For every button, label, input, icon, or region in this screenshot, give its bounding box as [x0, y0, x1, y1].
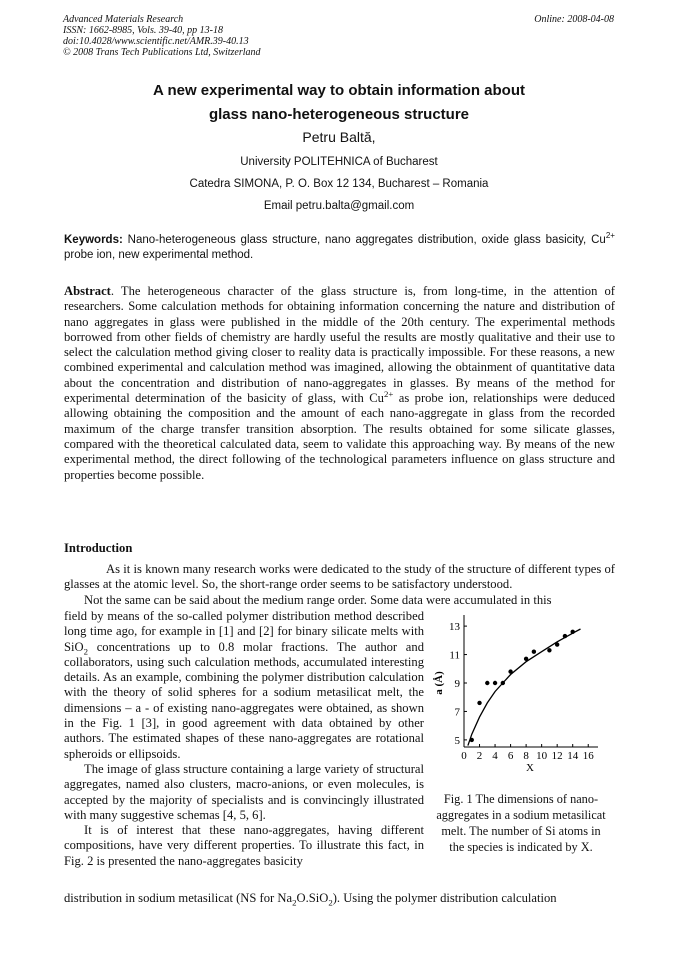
journal-metadata [63, 14, 261, 58]
title-line-1: A new experimental way to obtain information about [153, 82, 525, 99]
data-point [524, 657, 528, 661]
data-point [547, 648, 551, 652]
data-point [555, 642, 559, 646]
affiliation-university: University POLITEHNICA of Bucharest [240, 156, 438, 168]
intro-paragraph-1: As it is known many research works were dedicated to the study of the structure of different types of glasses at the atomic level. So, the short-range order seems to be satisfactory understood. [64, 562, 615, 592]
keywords-text-a: Nano-heterogeneous glass structure, nano aggregates distribution, oxide glass basicity, Cu [122, 234, 606, 246]
data-point [493, 681, 497, 685]
data-point [571, 630, 575, 634]
keywords-superscript: 2+ [605, 231, 615, 241]
affiliation-department: Catedra SIMONA, P. O. Box 12 134, Bucharest – Romania [189, 178, 489, 190]
journal-doi: doi:10.4028/www.scientific.net/AMR.39-40.13 [63, 36, 249, 47]
x-tick-label: 8 [523, 750, 529, 762]
intro-paragraph-4: It is of interest that these nano-aggregates, having different compositions, have very different properties. To illustrate this fact, in Fig. 2 is presented the nano-aggregates basicity [64, 823, 424, 868]
data-point [477, 701, 481, 705]
x-tick-label: 12 [551, 750, 563, 762]
last-line-text-b: O.SiO [296, 891, 329, 905]
last-line-text-a: distribution in sodium metasilicat (NS for Na [64, 891, 293, 905]
intro-wrapped-text [64, 609, 424, 869]
y-axis-label: a (Å) [433, 671, 445, 695]
y-tick-label: 11 [449, 649, 460, 662]
figure-1-caption: Fig. 1 The dimensions of nano-aggregates in a sodium metasilicat melt. The number of Si atoms in the species is indicated by X. [436, 792, 606, 854]
abstract-text-a: . The heterogeneous character of the glass structure is, from long-time, in the attention of researchers. Some calculation methods for obtaining information concerning the nature and distribution of nano aggregates in glass were published in the middle of the 20th century. The experimental methods borrowed from other fields of chemistry are hardly useful the results are mostly qualitative and their use to select the calculation method giving closer to reality data is practically impossible. For these reasons, a new combined experimental and calculation method was imagined, allowing the obtainment of quantitative data about the concentration and distribution of nano-aggregates in glasses. By means of the method for experimental determination of the basicity of glass, with Cu [64, 284, 615, 406]
intro-paragraph-4-last-line [64, 891, 615, 906]
intro-paragraph-3: The image of glass structure containing a large variety of structural aggregates, named also clusters, macro-anions, or even molecules, is accepted by the majority of specialists and is convincingly illustrated with many suggestive schemas [4, 5, 6]. [64, 761, 424, 822]
x-tick-label: 2 [476, 750, 483, 762]
abstract-label: Abstract [64, 284, 111, 298]
paper-title [0, 79, 678, 127]
data-point [532, 650, 536, 654]
y-tick-label: 13 [449, 621, 460, 634]
last-line-text-c: ). Using the polymer distribution calculation [332, 891, 557, 905]
p2-text-a: field by means of the so-called polymer distribution method described long time ago, for example in [1] and [2] for binary silicate melts with SiO [64, 609, 424, 654]
abstract-paragraph [64, 284, 615, 483]
fit-curve-line [468, 629, 581, 746]
keywords-label: Keywords: [64, 234, 123, 246]
keywords-paragraph [64, 233, 615, 263]
data-point [485, 681, 489, 685]
data-point [470, 738, 474, 742]
x-tick-label: 0 [461, 750, 467, 762]
p2-subscript: 2 [83, 646, 89, 657]
abstract-text-b: as probe ion, relationships were deduced allowing obtaining the composition and the amount of each nano-aggregate in glass from the recorded maximum of the charge transfer transition absorption. The results obtained for some silicate glasses, compared with the theoretical calculated data, seem to validate this approaching way. By means of the new experimental method, the direct following of the technological parameters influence on glass structure and properties become possible. [64, 391, 615, 482]
data-point [563, 634, 567, 638]
x-axis-label: X [526, 762, 534, 774]
y-tick-label: 7 [454, 706, 460, 719]
keywords-text-b: probe ion, new experimental method. [64, 249, 254, 261]
data-point [501, 681, 505, 685]
y-tick-label: 9 [454, 678, 460, 690]
intro-paragraph-2-first-line: Not the same can be said about the medium range order. Some data were accumulated in this [84, 593, 552, 607]
author-email: Email petru.balta@gmail.com [263, 200, 415, 212]
y-tick-label: 5 [454, 734, 460, 747]
x-tick-label: 14 [567, 750, 579, 762]
journal-name: Advanced Materials Research [63, 14, 184, 25]
online-date: Online: 2008-04-08 [534, 14, 614, 25]
author-name: Petru Baltă, [302, 129, 376, 145]
title-line-2: glass nano-heterogeneous structure [208, 106, 470, 123]
x-tick-label: 10 [536, 750, 548, 762]
data-point [508, 669, 512, 673]
last-line-sub-2: 2 [328, 897, 333, 908]
abstract-superscript: 2+ [383, 388, 394, 399]
section-heading-introduction: Introduction [64, 541, 133, 555]
intro-paragraph-2-body [64, 609, 424, 762]
x-tick-label: 4 [492, 750, 498, 762]
p2-text-b: concentrations up to 0.8 molar fractions. The author and collaborators, using such calculation methods, accumulated interesting details. As an example, combining the polymer distribution calculation with the theory of solid spheres for a sodium metasilicat melt, the dimensions – a - of existing nano-aggregates were obtained, as shown in the Fig. 1 [3], in good agreement with data obtained by other authors. The estimated shapes of these nano-aggregates are rotational spheroids or ellipsoids. [64, 639, 424, 761]
last-line-sub-1: 2 [292, 897, 297, 908]
journal-copyright: © 2008 Trans Tech Publications Ltd, Switzerland [63, 47, 261, 58]
x-tick-label: 16 [582, 750, 594, 762]
journal-issn: ISSN: 1662-8985, Vols. 39-40, pp 13-18 [63, 25, 223, 36]
x-tick-label: 6 [507, 750, 514, 762]
